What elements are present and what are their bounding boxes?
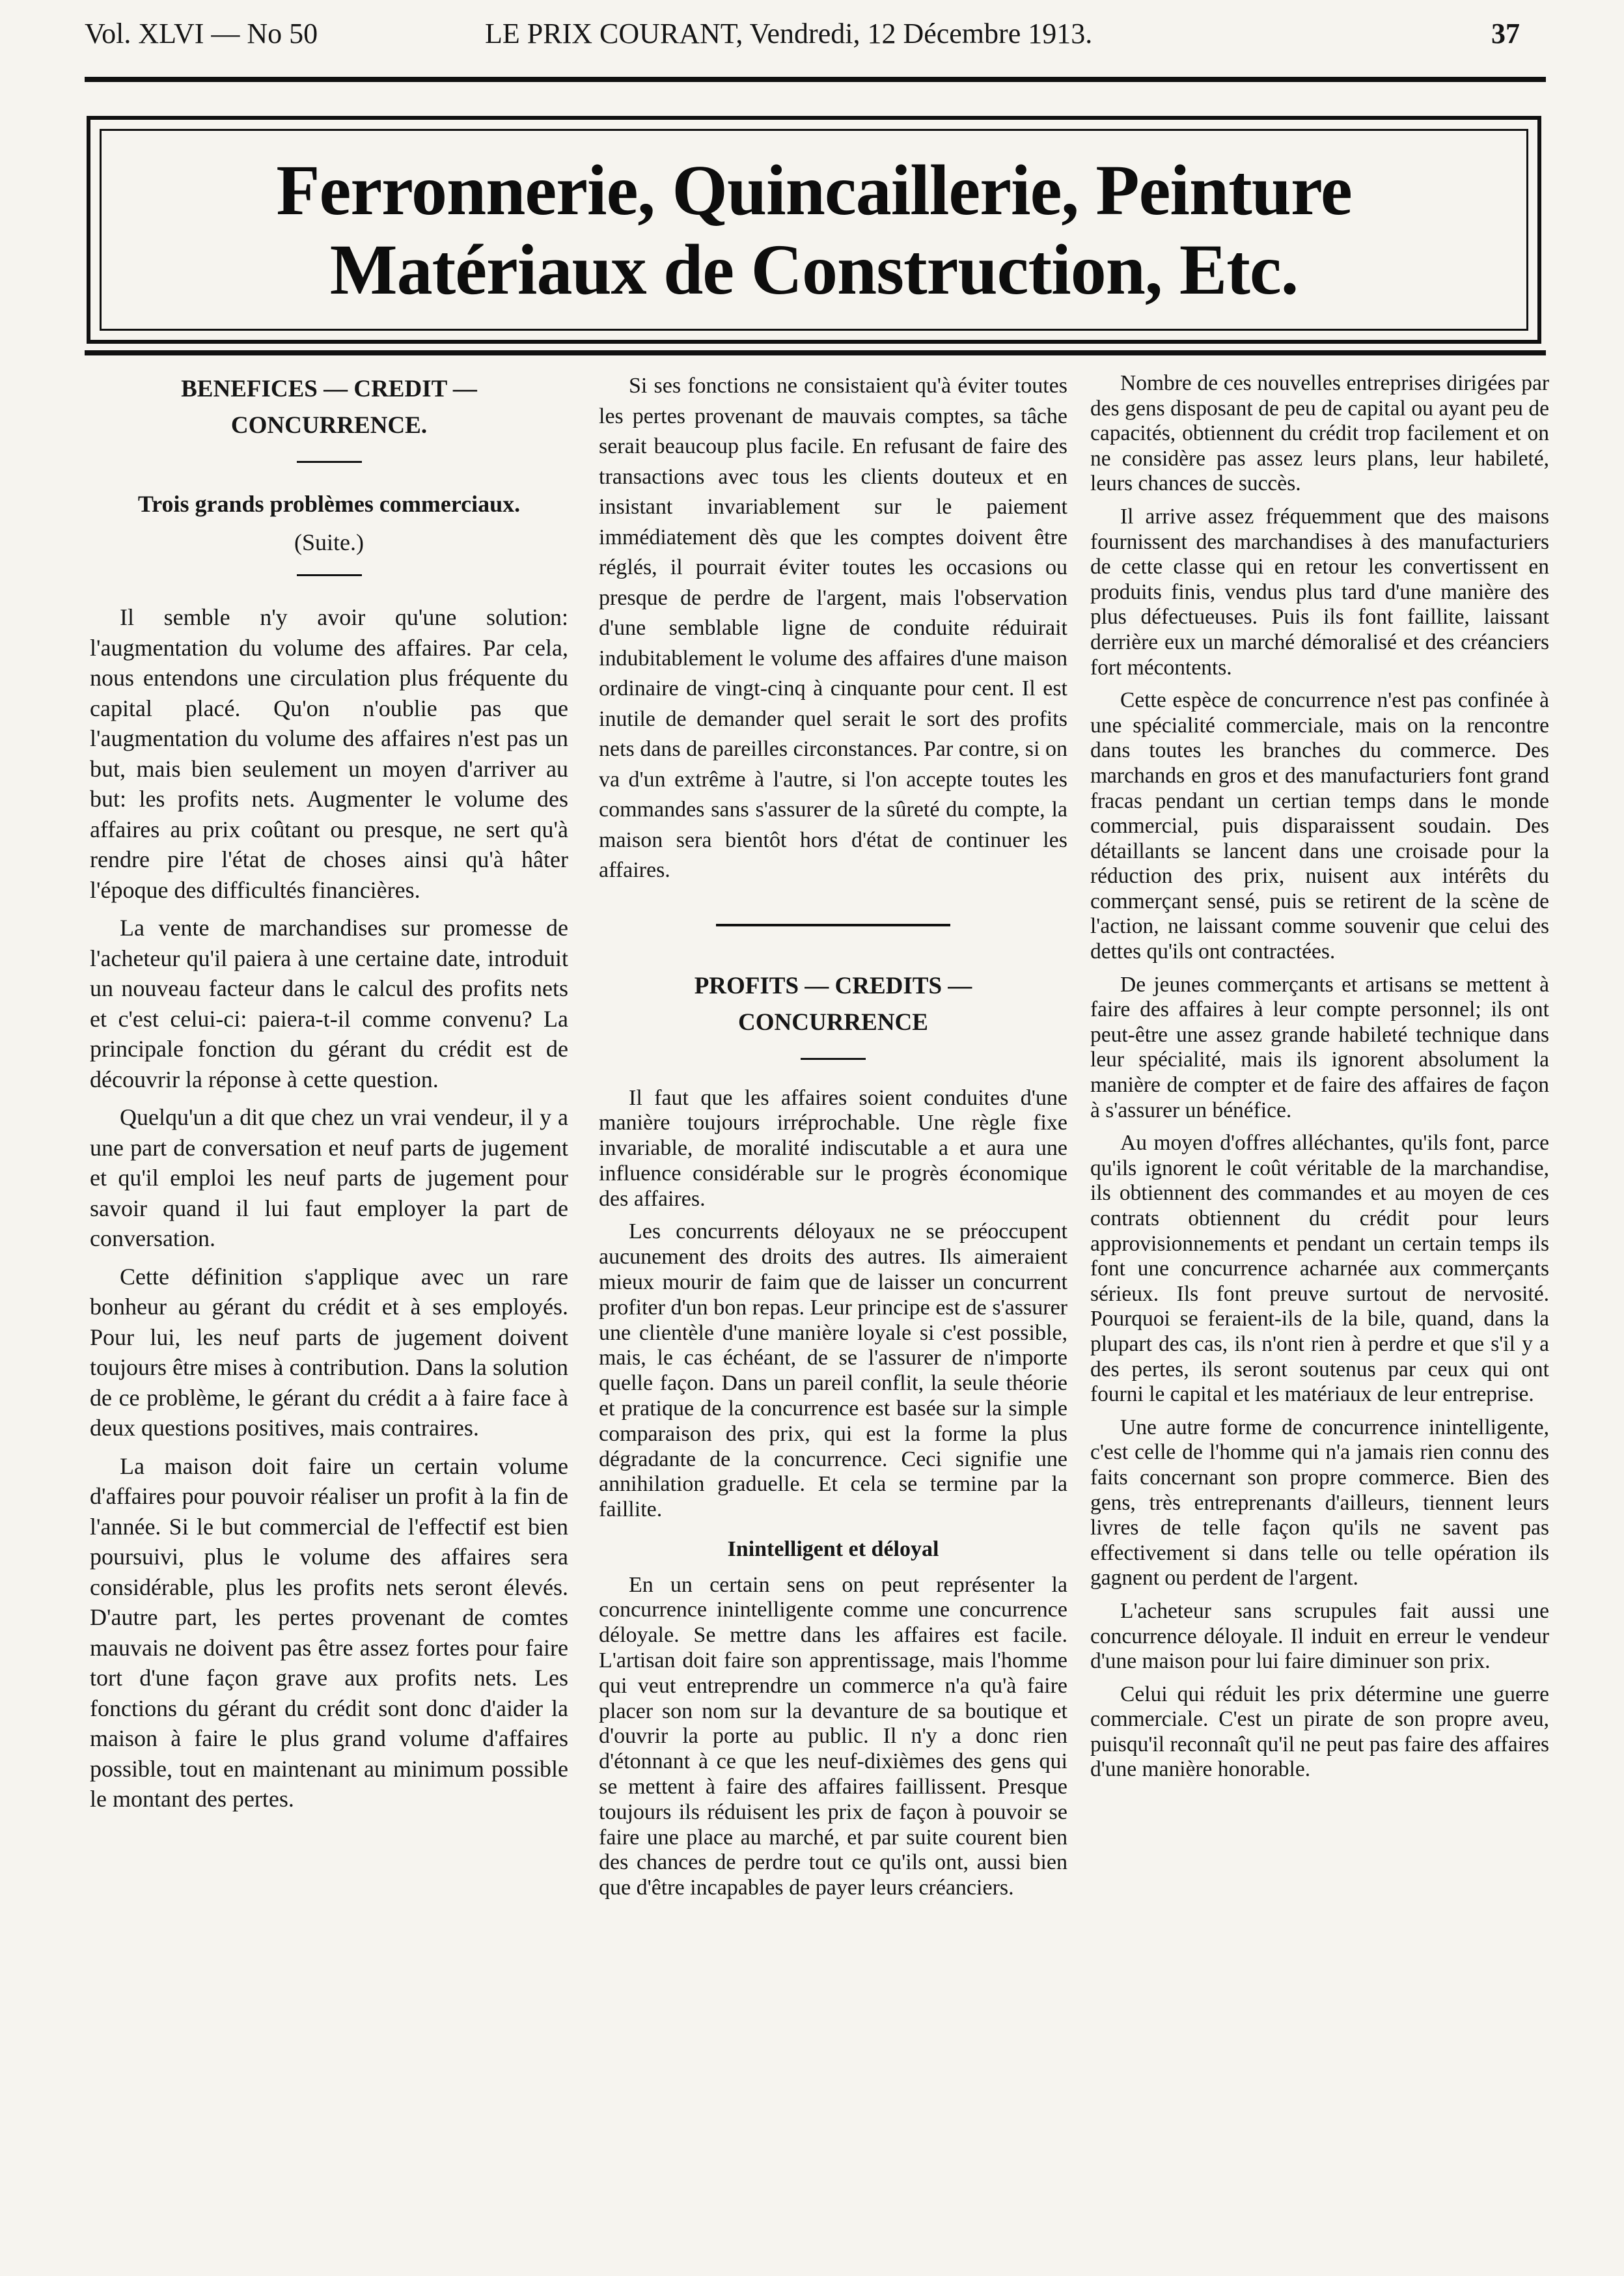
section-title: Inintelligent et déloyal <box>727 1537 939 1562</box>
paragraph: Quelqu'un a dit que chez un vrai vendeur, il y a une part de conversation et neuf parts de jugement et qu'il emploi les neuf parts de jugement pour savoir quand il lui faut employer la part de conversation. <box>90 1104 568 1251</box>
article-1-continued: (Suite.) <box>294 529 364 555</box>
paragraph: Cette définition s'applique avec un rare bonheur au gérant du crédit et à ses employés. Pour lui, les neuf parts de jugement doivent toujours être mises à contribution. Dans la solution de ce problème, le gérant du crédit a à faire face à deux questions positives, mais contraires. <box>90 1263 568 1441</box>
banner-title-line-2: Matériaux de Construction, Etc. <box>329 230 1299 309</box>
paragraph: En un certain sens on peut représenter la concurrence inintelligente comme une concurrence déloyale. Se mettre dans les affaires est facile. L'artisan doit faire son apprentissage, mais l'homme qui veut entreprendre un commerce n'a qu'à faire placer son nom sur la devanture de sa boutique et d'ouvrir la porte au public. Il n'y a donc rien d'étonnant à ce que les neuf-dixièmes des gens qui se mettent à faire des affaires faillissent. Presque toujours ils réduisent les prix de façon à pouvoir se faire une place au marché, et par suite courent bien des chances de perdre tout ce qu'ils ont, aussi bien que d'être incapables de payer leurs créanciers. <box>599 1572 1067 1900</box>
page-number: 37 <box>1491 18 1520 49</box>
article-2-title: PROFITS — CREDITS — CONCURRENCE <box>694 972 972 1036</box>
volume-number: Vol. XLVI — No 50 <box>85 18 318 49</box>
paragraph: Il semble n'y avoir qu'une solution: l'augmentation du volume des affaires. Par cela, nous entendons une circulation plus fréquente du capital placé. Qu'on n'oublie pas que l'augmentation du volume des affaires n'est pas un but, mais bien seulement un moyen d'arriver au but: les profits nets. Augmenter le volume des affaires au prix coûtant ou presque, ne sert qu'à rendre pire l'état de choses ainsi qu'à hâter l'époque des difficultés financières. <box>90 604 568 903</box>
column-2 <box>599 371 1067 2237</box>
paragraph: Si ses fonctions ne consistaient qu'à éviter toutes les pertes provenant de mauvais comptes, sa tâche serait beaucoup plus facile. En refusant de faire des transactions avec tous les clients douteux et en insistant invariablement sur le paiement immédiatement dès que les comptes doivent être réglés, il pourrait éviter toutes les occasions ou presque de perdre de l'argent, mais l'observation d'une semblable ligne de conduite réduirait indubitablement le volume des affaires d'une maison ordinaire de vingt-cinq à cinquante pour cent. Il est inutile de demander quel serait le sort des profits nets dans de pareilles circonstances. Par contre, si on va d'un extrême à l'autre, si l'on accepte toutes les commandes sans s'assurer de la sûreté du compte, la maison sera bientôt hors d'état de continuer les affaires. <box>599 374 1067 882</box>
dash-rule <box>801 1058 866 1060</box>
article-separator-rule <box>716 924 950 926</box>
journal-dateline: LE PRIX COURANT, Vendredi, 12 Décembre 1913. <box>485 18 1093 49</box>
banner-bottom-rule <box>85 350 1546 355</box>
paragraph: L'acheteur sans scrupules fait aussi une concurrence déloyale. Il induit en erreur le vendeur d'une maison pour lui faire diminuer son prix. <box>1090 1598 1549 1674</box>
article-1-title: BENEFICES — CREDIT — CONCURRENCE. <box>181 376 477 439</box>
header-rule <box>85 77 1546 82</box>
paragraph: La vente de marchandises sur promesse de l'acheteur qu'il paiera à une certaine date, introduit un nouveau facteur dans le calcul des profits nets et c'est celui-ci: paiera-t-il comme convenu? La principale fonction du gérant du crédit est de découvrir la réponse à cette question. <box>90 915 568 1092</box>
paragraph: Au moyen d'offres alléchantes, qu'ils font, parce qu'ils ignorent le coût véritable de la marchandise, ils obtiennent des commandes et au moyen de ces contrats obtiennent du crédit pour leurs approvisionnements et pendant un certain temps ils font une concurrence acharnée aux commerçants sérieux. Ils font preuve surtout de nervosité. Pourquoi se feraient-ils de la bile, quand, dans la plupart des cas, ils n'ont rien à perdre et que s'il y a des pertes, ils seront soutenus par ceux qui ont fourni le capital et les matériaux de leur entreprise. <box>1090 1131 1549 1407</box>
paragraph: Cette espèce de concurrence n'est pas confinée à une spécialité commerciale, mais on la rencontre dans toutes les branches du commerce. Des marchands en gros et des manufacturiers font grand fracas pendant un certian temps dans le monde commercial, puis disparaissent soudain. Des détaillants se lancent dans une croisade pour la réduction des prix, nuisent aux intérêts du commerçant sensé, puis se retirent de la scène de l'action, ne laissant comme souvenir que celui des dettes qu'ils ont contractées. <box>1090 688 1549 964</box>
dash-rule <box>297 461 362 463</box>
section-banner <box>87 116 1541 344</box>
paragraph: La maison doit faire un certain volume d'affaires pour pouvoir réaliser un profit à la fin de l'année. Si le but commercial de l'effectif est bien poursuivi, plus le volume des affaires sera considérable, plus les profits nets seront élevés. D'autre part, les pertes provenant de comtes mauvais ne doivent pas être assez fortes pour faire tort d'une façon grave aux profits nets. Les fonctions du gérant du crédit sont donc d'aider la maison à faire le plus grand volume d'affaires possible, tout en maintenant au minimum possible le montant des pertes. <box>90 1452 568 1812</box>
paragraph: De jeunes commerçants et artisans se mettent à faire des affaires à leur compte personnel; ils ont peut-être une assez grande habileté technique dans leur spécialité, mais ils ignorent absolument la manière de compter et de faire des affaires de façon à s'assurer un bénéfice. <box>1090 972 1549 1122</box>
paragraph: Il faut que les affaires soient conduites d'une manière toujours irréprochable. Une règle fixe invariable, de moralité indiscutable a et aura une influence considérable sur le progrès économique des affaires. <box>599 1085 1067 1211</box>
column-3 <box>1090 371 1549 2237</box>
banner-title-line-1: Ferronnerie, Quincaillerie, Peinture <box>276 150 1352 230</box>
article-1-subtitle: Trois grands problèmes commerciaux. <box>137 491 521 517</box>
section-banner-inner <box>100 129 1528 331</box>
column-1 <box>90 371 568 2237</box>
paragraph: Il arrive assez fréquemment que des maisons fournissent des marchandises à des manufacturiers de cette classe qui en retour les convertissent en produits finis, vendus plus tard d'une manière des plus défectueuses. Puis ils font faillite, laissant derrière eux un marché démoralisé et des créanciers fort mécontents. <box>1090 504 1549 680</box>
paragraph: Nombre de ces nouvelles entreprises dirigées par des gens disposant de peu de capital ou ayant peu de capacités, obtiennent du crédit trop facilement et on ne considère pas assez leurs plans, leur habileté, leurs chances de succès. <box>1090 371 1549 496</box>
dash-rule <box>297 574 362 576</box>
paragraph: Une autre forme de concurrence inintelligente, c'est celle de l'homme qui n'a jamais rien connu des faits concernant son propre commerce. Bien des gens, très entreprenants d'ailleurs, tiennent leurs livres de telle façon qu'ils ne savent pas effectivement si dans telle ou telle opération ils gagnent ou perdent de l'argent. <box>1090 1415 1549 1590</box>
paragraph: Celui qui réduit les prix détermine une guerre commerciale. C'est un pirate de son propre aveu, puisqu'il reconnaît qu'il ne peut pas faire des affaires d'une manière honorable. <box>1090 1682 1549 1782</box>
paragraph: Les concurrents déloyaux ne se préoccupent aucunement des droits des autres. Ils aimeraient mieux mourir de faim que de laisser un concurrent profiter d'un bon repas. Leur principe est de s'assurer une clientèle d'une manière loyale si c'est possible, mais, le cas échéant, de se l'assurer de n'importe quelle façon. Dans un pareil conflit, la seule théorie et pratique de la concurrence est basée sur la simple comparaison des prix, qui est la forme la plus dégradante de la concurrence. Ceci signifie une annihilation graduelle. Et cela se termine par la faillite. <box>599 1219 1067 1522</box>
